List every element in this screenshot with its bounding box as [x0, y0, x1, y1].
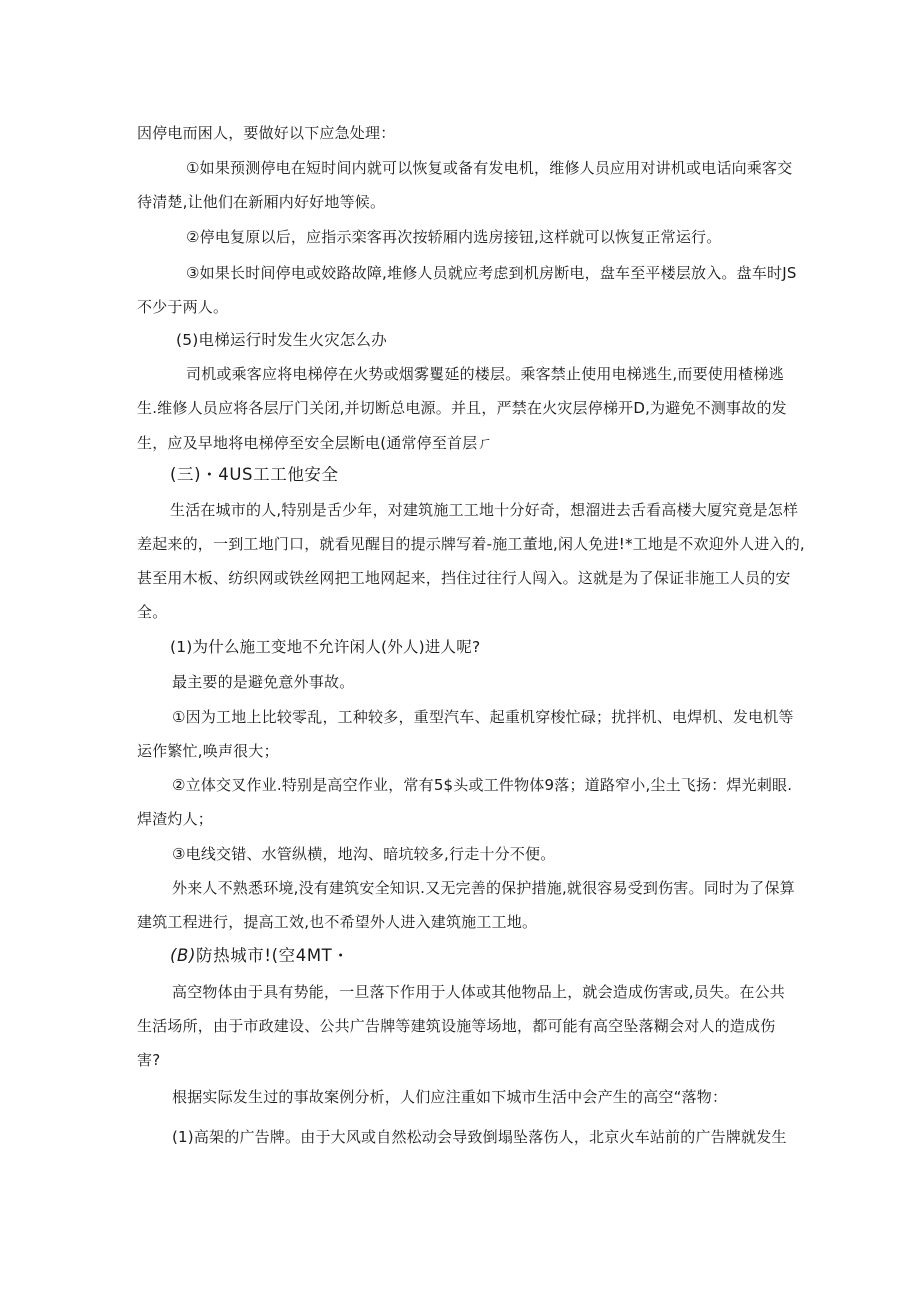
text-line: 甚至用木板、纺织网或铁丝网把工地网起来，挡住过往行人闯入。这就是为了保证非施工人员的安: [137, 569, 791, 587]
text-line: 司机或乘客应将电梯停在火势或烟雾矍延的楼层。乘客禁止使用电梯逃生,而要使用楂梯逃: [186, 365, 784, 383]
text-line: 害?: [137, 1051, 161, 1069]
heading-text: 防热城市!(空4MT・: [196, 946, 350, 965]
text-line: ②立体交叉作业.特别是高空作业，常有5$头或工件物体9落；道路窄小,尘土飞扬：焊光刺眼.: [172, 776, 793, 794]
text-line: 运作繁忙,唤声很大；: [137, 742, 279, 760]
text-line: ③电线交错、水管纵横，地沟、暗坑较多,行走十分不便。: [172, 845, 556, 863]
text-line: 不少于两人。: [137, 298, 229, 316]
text-line: ①因为工地上比较零乱，工种较多，重型汽车、起重机穿梭忙碌；扰拌机、电焊机、发电机等: [172, 708, 794, 726]
text-line: 高空物体由于具有势能，一旦落下作用于人体或其他物品上，就会造成伤害或,员失。在公共: [172, 983, 785, 1001]
text-line: 待清楚,让他们在新厢内好好地等候。: [137, 193, 386, 211]
text-line: ②停电复原以后，应指示栾客再次按轿厢内选房接钮,这样就可以恢复正常运行。: [186, 228, 722, 246]
text-line: 最主要的是避免意外事故。: [172, 673, 355, 691]
text-line: 焊渣灼人；: [137, 810, 214, 828]
text-line: 根据实际发生过的事故案例分析，人们应注重如下城市生活中会产生的高空“落物：: [172, 1088, 728, 1106]
section-heading: (5)电梯运行时发生火灾怎么办: [176, 331, 387, 349]
text-line: 因停电而困人，要做好以下应急处理：: [137, 124, 396, 142]
text-line: 生.维修人员应将各层厅门关闭,并切断总电源。并且，严禁在火灾层停梯开D,为避免不测事故的发: [137, 399, 787, 417]
text-line: ③如果长时间停电或姣路故障,堆修人员就应考虑到机房断电，盘车至平楼层放入。盘车时JS: [186, 264, 797, 282]
section-heading: (三)・4US工工他安全: [170, 465, 339, 484]
section-heading: [170, 946, 349, 966]
section-heading: (1)为什么施工变地不允许闲人(外人)进人呢?: [170, 638, 481, 656]
text-line: (1)高架的广告牌。由于大风或自然松动会导致倒塌坠落伤人，北京火车站前的广告牌就发生: [172, 1128, 787, 1146]
text-line: 全。: [137, 603, 168, 621]
text-line: ①如果预测停电在短时间内就可以恢复或备有发电机，维修人员应用对讲机或电话向乘客交: [186, 159, 793, 177]
text-line: 差起来的，一到工地门口，就看见醒目的提示牌写着-施工董地,闲人免进!*工地是不欢迎外人进入的,: [137, 535, 805, 553]
text-line: 外来人不熟悉环境,没有建筑安全知识.又无完善的保护措施,就很容易受到伤害。同时为了保算: [172, 879, 795, 897]
text-line: 生活在城市的人,特别是舌少年，对建筑施工工地十分好奇，想溜进去舌看高楼大厦究竟是怎样: [170, 501, 799, 519]
heading-prefix: (B): [170, 946, 196, 965]
text-line: 建筑工程进行，提高工效,也不希望外人进入建筑施工工地。: [137, 913, 538, 931]
text-line: 生，应及早地将电梯停至安全层断电(通常停至首层ㄏ: [137, 434, 493, 452]
text-line: 生活场所，由于市政建设、公共广告牌等建筑设施等场地，都可能有高空坠落糊会对人的造成伤: [137, 1017, 776, 1035]
